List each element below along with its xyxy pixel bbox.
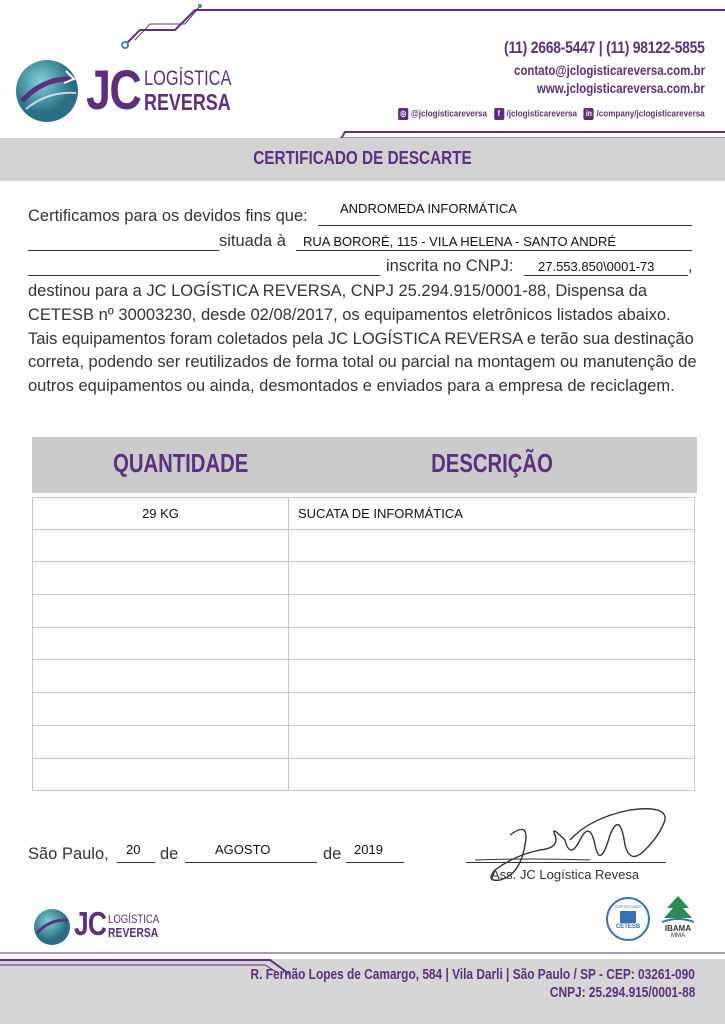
date-de-2: de <box>323 845 342 863</box>
social-facebook[interactable]: f /jclogisticareversa <box>494 108 577 120</box>
month-underline <box>185 862 317 863</box>
date-city: São Paulo, <box>28 845 109 863</box>
logo-line2: REVERSA <box>144 89 231 115</box>
footer-logo <box>32 905 172 949</box>
quantity-cell[interactable] <box>33 759 289 791</box>
quantity-cell[interactable] <box>33 693 289 725</box>
address-field[interactable]: RUA BORORÉ, 115 - VILA HELENA - SANTO ANDRÉ <box>303 234 617 249</box>
table-row <box>32 759 695 792</box>
cnpj-underline <box>524 275 688 276</box>
footer-logo-line2: REVERSA <box>108 925 159 940</box>
quantity-cell[interactable] <box>33 595 289 627</box>
contact-phones: (11) 2668-5447 | (11) 98122-5855 <box>504 38 705 57</box>
address-underline <box>296 250 692 251</box>
contact-website[interactable]: www.jclogisticareversa.com.br <box>536 80 705 96</box>
logo-line1: LOGÍSTICA <box>144 67 232 90</box>
table-row <box>32 726 695 759</box>
header-quantidade: QUANTIDADE <box>113 448 249 478</box>
social-instagram[interactable]: ◎ @jclogisticareversa <box>398 108 487 120</box>
table-row <box>32 693 695 726</box>
quantity-cell[interactable] <box>33 628 289 660</box>
company-logo <box>14 55 232 125</box>
description-cell[interactable] <box>289 562 694 594</box>
footer-logo-jc: JC <box>74 905 107 942</box>
table-row <box>32 628 695 661</box>
social-links <box>398 108 705 120</box>
footer-address: R. Fernão Lopes de Camargo, 584 | Vila Darli | São Paulo / SP - CEP: 03261-090 <box>250 967 695 983</box>
year-underline <box>346 862 404 863</box>
ibama-badge <box>656 894 700 942</box>
signature-caption: Ass. JC Logística Revesa <box>491 867 640 882</box>
located-label: situada à <box>219 232 286 250</box>
ibama-tree-icon <box>659 894 697 924</box>
page-title: CERTIFICADO DE DESCARTE <box>253 148 472 168</box>
header-descricao: DESCRIÇÃO <box>431 448 553 478</box>
cnpj-comma: , <box>688 257 693 275</box>
table-row <box>32 660 695 693</box>
year-field[interactable]: 2019 <box>354 842 383 857</box>
linkedin-icon: in <box>584 108 594 120</box>
quantity-cell[interactable] <box>33 530 289 562</box>
cetesb-mark-icon <box>620 911 636 923</box>
cnpj-field[interactable]: 27.553.850\0001-73 <box>538 259 655 274</box>
description-cell[interactable] <box>289 530 694 562</box>
logo-jc: JC <box>86 58 141 121</box>
certify-label: Certificamos para os devidos fins que: <box>28 207 308 225</box>
table-row <box>32 497 695 530</box>
cnpj-underline-left <box>28 275 380 276</box>
quantity-cell[interactable] <box>33 562 289 594</box>
mma-label: MMA <box>671 933 685 939</box>
cnpj-label: inscrita no CNPJ: <box>386 257 514 275</box>
description-cell[interactable] <box>289 726 694 758</box>
description-cell[interactable]: SUCATA DE INFORMÁTICA <box>298 506 463 521</box>
company-name-field[interactable]: ANDROMEDA INFORMÁTICA <box>340 201 517 216</box>
signature-line <box>466 862 666 863</box>
description-cell[interactable] <box>289 628 694 660</box>
description-cell[interactable] <box>289 759 694 791</box>
month-field[interactable]: AGOSTO <box>215 842 271 857</box>
table-row <box>32 562 695 595</box>
social-linkedin[interactable]: in /company/jclogisticareversa <box>584 108 705 120</box>
description-cell[interactable] <box>289 660 694 692</box>
quantity-cell[interactable] <box>33 660 289 692</box>
cetesb-label: CETESB <box>615 924 641 930</box>
footer-cnpj: CNPJ: 25.294.915/0001-88 <box>549 985 695 1001</box>
footer-logo-line1: LOGÍSTICA <box>108 912 160 926</box>
contact-email[interactable]: contato@jclogisticareversa.com.br <box>513 62 705 78</box>
located-underline-left <box>28 250 219 251</box>
description-cell[interactable] <box>289 595 694 627</box>
cetesb-top-label: CERTIFICADO <box>614 904 642 909</box>
instagram-icon: ◎ <box>398 108 408 120</box>
items-table <box>32 497 695 791</box>
day-underline <box>117 862 155 863</box>
ibama-label: IBAMA <box>664 924 692 933</box>
table-row <box>32 595 695 628</box>
cetesb-badge <box>606 897 650 941</box>
table-row <box>32 530 695 563</box>
day-field[interactable]: 20 <box>126 842 141 857</box>
quantity-cell[interactable]: 29 KG <box>33 498 289 529</box>
quantity-cell[interactable] <box>33 726 289 758</box>
date-de-1: de <box>160 845 179 863</box>
company-underline <box>318 225 692 226</box>
declaration-paragraph: destinou para a JC LOGÍSTICA REVERSA, CNPJ 25.294.915/0001-88, Dispensa da CETESB nº 30003230, desde 02/08/2017, os equipamentos eletrônicos listados abaixo. Tais equipamentos foram coletados pela JC LOGÍSTICA REVERSA e terão sua destinação correta, podendo ser reutilizados de forma total ou parcial na montagem ou manutenção de outros equipamentos ou ainda, desmontados e enviados para a empresa de reciclagem. <box>28 282 697 396</box>
globe-icon <box>32 907 72 947</box>
description-cell[interactable] <box>289 693 694 725</box>
facebook-icon: f <box>494 108 504 120</box>
globe-icon <box>14 57 82 125</box>
